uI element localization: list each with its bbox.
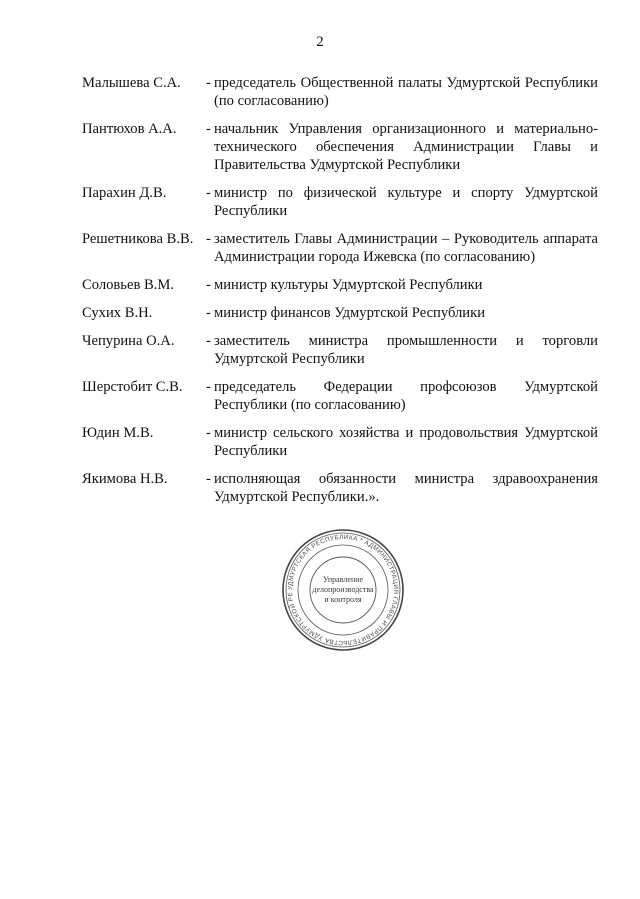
- member-dash: -: [206, 185, 211, 201]
- member-position: заместитель Главы Администрации – Руководитель аппарата Администрации города Ижевска (по согласованию): [214, 231, 598, 265]
- member-dash: -: [206, 277, 211, 293]
- stamp-line: делопроизводства: [312, 585, 374, 594]
- member-row: [82, 332, 598, 368]
- member-name: Чепурина О.А.: [82, 333, 175, 349]
- member-row: [82, 378, 598, 414]
- member-name: Юдин М.В.: [82, 425, 154, 441]
- member-position: министр сельского хозяйства и продовольствия Удмуртской Республики: [214, 425, 598, 459]
- member-dash: -: [206, 121, 211, 137]
- member-dash: -: [206, 75, 211, 91]
- member-list: [82, 74, 598, 516]
- member-row: [82, 120, 598, 174]
- member-row: [82, 184, 598, 220]
- member-row: [82, 276, 598, 294]
- member-position: министр культуры Удмуртской Республики: [214, 277, 483, 293]
- member-row: [82, 470, 598, 506]
- member-dash: -: [206, 425, 211, 441]
- member-position: министр по физической культуре и спорту Удмуртской Республики: [214, 185, 598, 219]
- member-row: [82, 74, 598, 110]
- member-position: заместитель министра промышленности и торговли Удмуртской Республики: [214, 333, 598, 367]
- member-dash: -: [206, 305, 211, 321]
- member-name: Решетникова В.В.: [82, 231, 194, 247]
- member-row: [82, 304, 598, 322]
- page-number: 2: [316, 34, 324, 50]
- member-name: Шерстобит С.В.: [82, 379, 183, 395]
- member-dash: -: [206, 231, 211, 247]
- stamp-ring-text: УДМУРТСКАЯ РЕСПУБЛИКА * АДМИНИСТРАЦИЯ ГЛАВЫ И ПРАВИТЕЛЬСТВА УДМУРТСКОЙ РЕ: [286, 533, 400, 647]
- stamp-line: Управление: [322, 575, 364, 584]
- member-position: начальник Управления организационного и материально-технического обеспечения Администрации Главы и Правительства Удмуртской Республики: [214, 121, 598, 173]
- member-name: Якимова Н.В.: [82, 471, 168, 487]
- member-name: Соловьев В.М.: [82, 277, 174, 293]
- member-position: председатель Общественной палаты Удмуртской Республики (по согласованию): [214, 75, 598, 109]
- member-dash: -: [206, 333, 211, 349]
- member-row: [82, 424, 598, 460]
- member-dash: -: [206, 379, 211, 395]
- stamp-line: и контроля: [324, 595, 362, 604]
- stamp-center: [281, 528, 405, 652]
- member-dash: -: [206, 471, 211, 487]
- member-name: Малышева С.А.: [82, 75, 181, 91]
- member-position: министр финансов Удмуртской Республики: [214, 305, 486, 321]
- member-row: [82, 230, 598, 266]
- member-name: Пантюхов А.А.: [82, 121, 177, 137]
- official-stamp: [281, 528, 405, 652]
- member-name: Сухих В.Н.: [82, 305, 153, 321]
- member-name: Парахин Д.В.: [82, 185, 167, 201]
- member-position: исполняющая обязанности министра здравоохранения Удмуртской Республики.».: [214, 471, 598, 505]
- member-position: председатель Федерации профсоюзов Удмуртской Республики (по согласованию): [214, 379, 598, 413]
